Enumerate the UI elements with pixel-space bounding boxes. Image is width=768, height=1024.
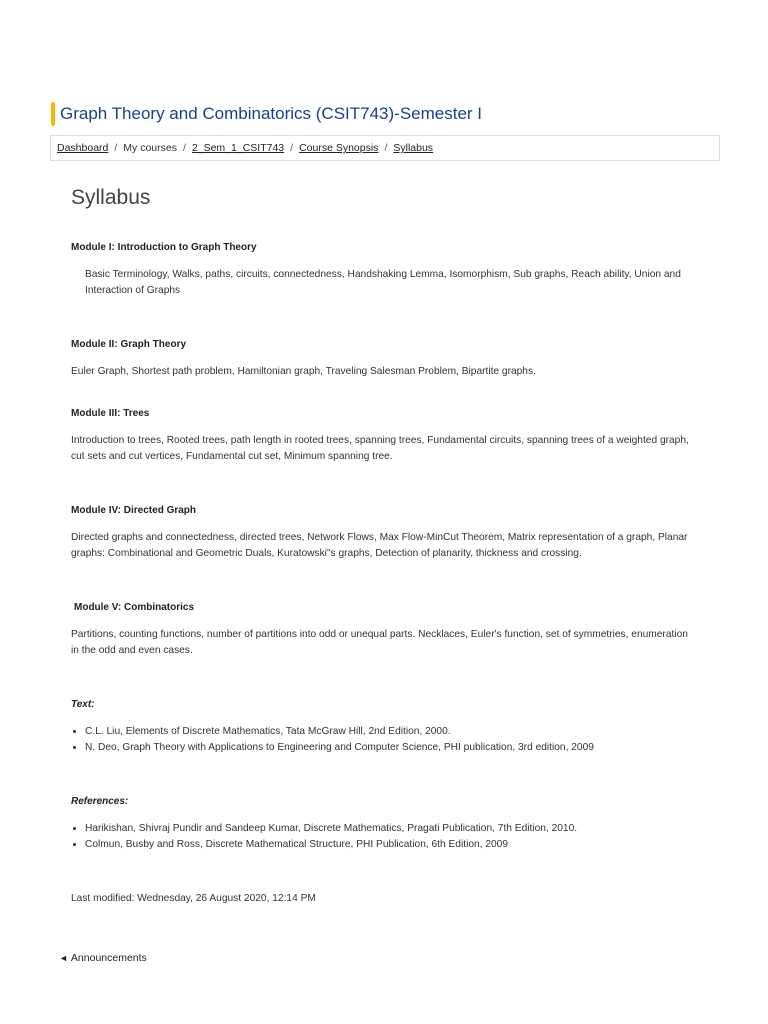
breadcrumb-syllabus-link[interactable]: Syllabus [393,142,434,154]
page-title: Syllabus [71,186,151,209]
module-5-body: Partitions, counting functions, number of partitions into odd or unequal parts. Necklaces, Euler's function, set of symmetries, enumeration in the odd and even cases. [71,629,688,656]
breadcrumb-course-link[interactable]: 2_Sem_1_CSIT743 [191,142,285,154]
list-item: • N. Deo, Graph Theory with Applications to Engineering and Computer Science, PHI publication, 3rd edition, 2009 [85,740,691,756]
breadcrumb [50,135,720,161]
breadcrumb-separator: / [114,142,118,154]
breadcrumb-dashboard-link[interactable]: Dashboard [57,142,109,154]
last-modified: Last modified: Wednesday, 26 August 2020, 12:14 PM [71,893,316,904]
breadcrumb-separator: / [290,142,294,154]
breadcrumb-synopsis-link[interactable]: Course Synopsis [299,142,379,154]
module-4-heading [71,503,691,519]
module-2-name: Graph Theory [120,339,187,350]
course-title: Graph Theory and Combinatorics (CSIT743)-Semester I [60,104,483,123]
text-list [71,724,691,756]
module-4-label: Module IV: [71,505,124,516]
breadcrumb-separator: / [182,142,186,154]
prev-activity-label: Announcements [70,952,147,964]
module-3-name: Trees [123,408,150,419]
module-1-name: Introduction to Graph Theory [117,242,257,253]
module-3-heading [71,406,691,422]
text-heading: Text: [71,699,95,710]
list-item: • Harikishan, Shivraj Pundir and Sandeep Kumar, Discrete Mathematics, Pragati Publication, 7th Edition, 2010. [85,821,691,837]
breadcrumb-separator: / [384,142,388,154]
module-1-body: Basic Terminology, Walks, paths, circuits, connectedness, Handshaking Lemma, Isomorphism, Sub graphs, Reach ability, Union and Interaction of Graphs [85,269,681,296]
module-2-label: Module II: [71,339,121,350]
module-5-label: Module V: [74,602,124,613]
references-heading: References: [71,796,129,807]
course-header [51,100,482,128]
list-item: • Colmun, Busby and Ross, Discrete Mathematical Structure, PHI Publication, 6th Edition, 2009 [85,837,691,853]
module-5-name: Combinatorics [124,602,195,613]
prev-activity-link[interactable] [59,952,147,964]
module-2-body: Euler Graph, Shortest path problem, Hamiltonian graph, Traveling Salesman Problem, Bipartite graphs. [71,366,536,377]
module-5-heading [71,600,691,616]
module-4-name: Directed Graph [123,505,197,516]
module-4-body: Directed graphs and connectedness, directed trees, Network Flows, Max Flow-MinCut Theorem, Matrix representation of a graph, Planar graphs: Combinational and Geometric Duals, Kuratowski"s graphs, Detection of planarity, thickness and crossing. [71,532,688,559]
module-3-body: Introduction to trees, Rooted trees, path length in rooted trees, spanning trees, Fundamental circuits, spanning trees of a weighted graph, cut sets and cut vertices, Fundamental cut set, Minimum spanning tree. [71,435,689,462]
list-item: • C.L. Liu, Elements of Discrete Mathematics, Tata McGraw Hill, 2nd Edition, 2000. [85,724,691,740]
syllabus-content [71,240,691,917]
module-1-label: Module I: [71,242,118,253]
references-list [71,821,691,853]
module-1-heading [71,240,691,256]
left-arrow-icon: ◄ [59,953,68,963]
accent-bar [51,102,55,126]
breadcrumb-my-courses: My courses [123,142,177,154]
module-3-label: Module III: [71,408,124,419]
module-2-heading [71,337,691,353]
